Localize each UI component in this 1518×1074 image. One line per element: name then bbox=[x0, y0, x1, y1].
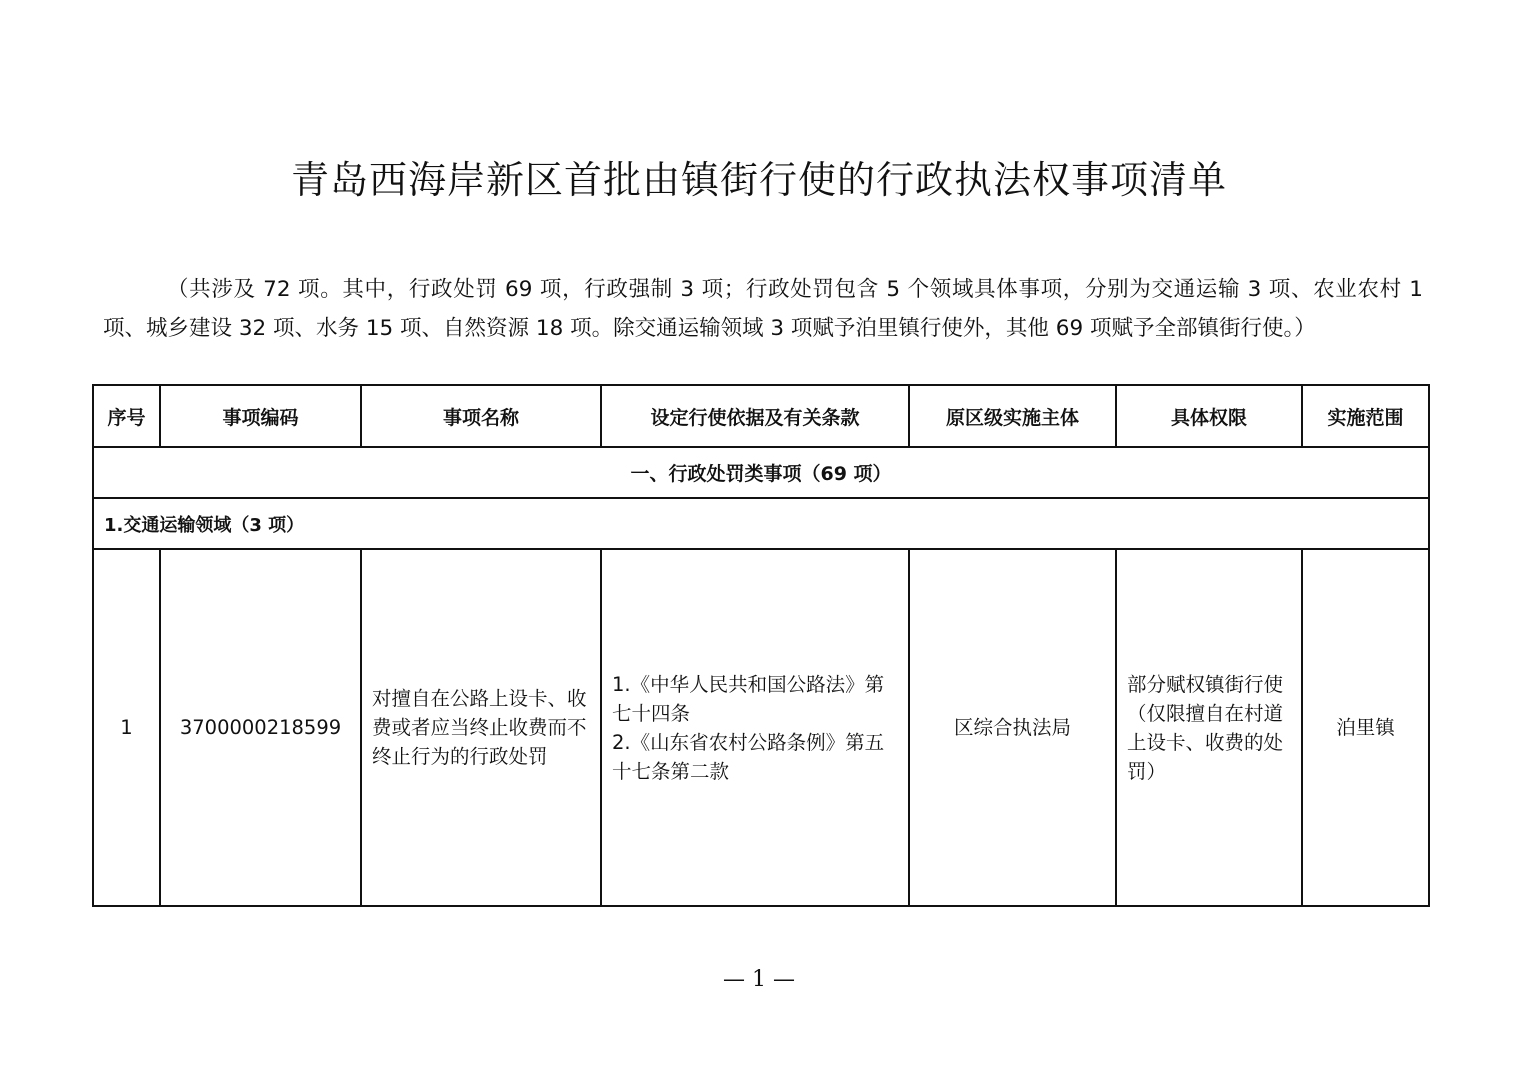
header-authority: 具体权限 bbox=[1116, 385, 1302, 447]
enforcement-items-table bbox=[92, 384, 1430, 907]
header-agency: 原区级实施主体 bbox=[909, 385, 1116, 447]
cell-basis bbox=[601, 549, 909, 906]
cell-scope: 泊里镇 bbox=[1302, 549, 1429, 906]
header-index: 序号 bbox=[93, 385, 160, 447]
header-basis: 设定行使依据及有关条款 bbox=[601, 385, 909, 447]
intro-paragraph: （共涉及 72 项。其中，行政处罚 69 项，行政强制 3 项；行政处罚包含 5 个领域具体事项，分别为交通运输 3 项、农业农村 1 项、城乡建设 32 项、水务 15 项、自然资源 18 项。除交通运输领域 3 项赋予泊里镇行使外，其他 69 项赋予全部镇街行使。） bbox=[103, 277, 1423, 341]
page-number: — 1 — bbox=[723, 967, 795, 992]
subsection-row bbox=[93, 498, 1429, 549]
cell-agency: 区综合执法局 bbox=[909, 549, 1116, 906]
cell-name: 对擅自在公路上设卡、收费或者应当终止收费而不终止行为的行政处罚 bbox=[361, 549, 601, 906]
header-code: 事项编码 bbox=[160, 385, 361, 447]
document-title: 青岛西海岸新区首批由镇街行使的行政执法权事项清单 bbox=[290, 158, 1227, 202]
cell-code: 3700000218599 bbox=[160, 549, 361, 906]
cell-authority: 部分赋权镇街行使（仅限擅自在村道上设卡、收费的处罚） bbox=[1116, 549, 1302, 906]
table-row bbox=[93, 549, 1429, 906]
basis-line-2: 2.《山东省农村公路条例》第五十七条第二款 bbox=[612, 730, 885, 783]
basis-line-1: 1.《中华人民共和国公路法》第七十四条 bbox=[612, 672, 885, 725]
header-name: 事项名称 bbox=[361, 385, 601, 447]
cell-index: 1 bbox=[93, 549, 160, 906]
section-title: 一、行政处罚类事项（69 项） bbox=[93, 447, 1429, 498]
subsection-title: 1.交通运输领域（3 项） bbox=[93, 498, 1429, 549]
table-header-row bbox=[93, 385, 1429, 447]
section-row bbox=[93, 447, 1429, 498]
header-scope: 实施范围 bbox=[1302, 385, 1429, 447]
